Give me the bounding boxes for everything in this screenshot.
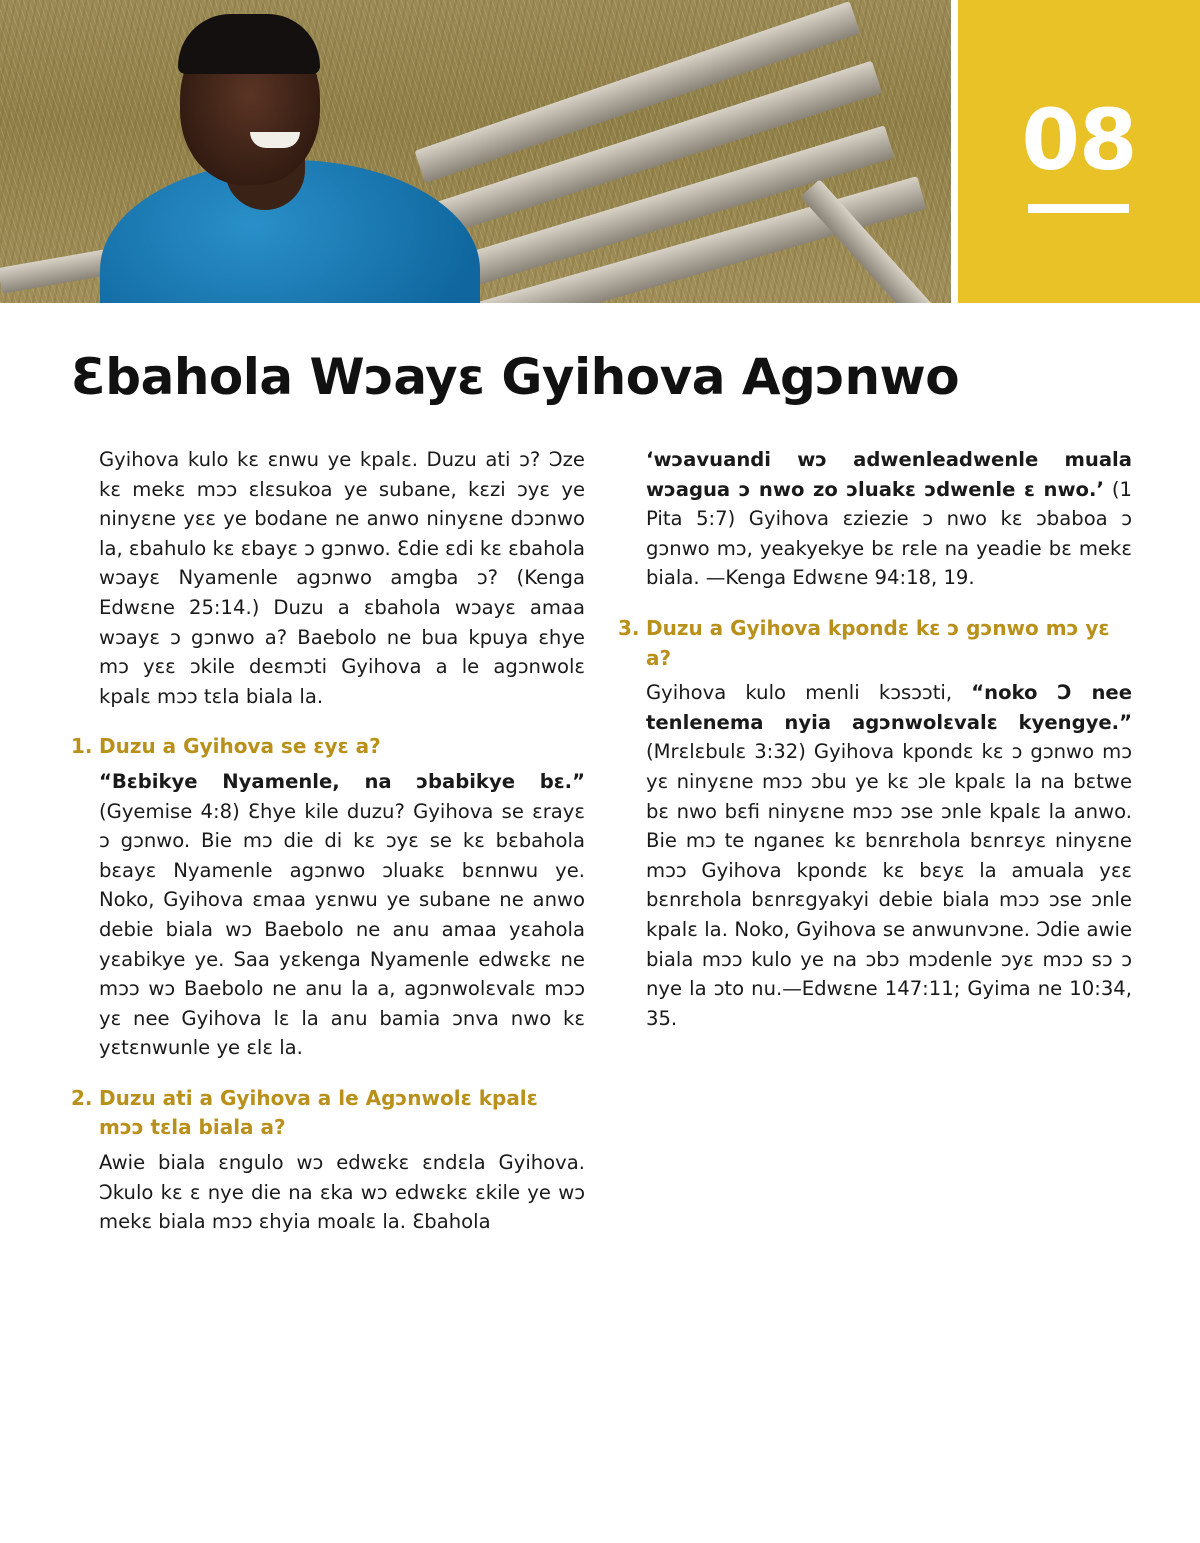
- answer-text: (Mrɛlɛbulɛ 3:32) Gyihova kpondɛ kɛ ɔ gɔnwo mɔ yɛ ninyɛne mɔɔ ɔbu ye kɛ ɔle kpalɛ la na bɛtwe bɛ nwo bɛfi ninyɛne mɔɔ ɔse ɔnle kpalɛ la anwo. Bie mɔ te nganeɛ kɛ bɛnrɛhola bɛnrɛyɛ ninyɛne mɔɔ Gyihova kpondɛ kɛ bɛyɛ la amuala yɛɛ bɛnrɛhola bɛnrɛgyakyi debie biala mɔɔ ɔse ɔnle kpalɛ la. Noko, Gyihova se anwunvɔne. Ɔdie awie biala mɔɔ kulo ye na ɔbɔ mɔdenle ɔyɛ mɔɔ sɔ ɔ nye la ɔto nu.—Edwɛne 147:11; Gyima ne 10:34, 35.: [646, 740, 1132, 1030]
- answer-2-paragraph-start: [99, 1148, 585, 1237]
- question-text: Duzu a Gyihova se ɛyɛ a?: [99, 734, 381, 759]
- scripture-quote: “noko Ɔ nee tenlenema nyia agɔnwolɛvalɛ kyengye.”: [646, 681, 1132, 734]
- answer-text: (Gyemise 4:8) Ɛhye kile duzu? Gyihova se ɛrayɛ ɔ gɔnwo. Bie mɔ die di kɛ ɔyɛ se kɛ bɛbahola bɛayɛ Nyamenle agɔnwo ɔluakɛ bɛnnwu ye. Noko, Gyihova ɛmaa yɛnwu ye subane ne anwo debie biala wɔ Baebolo ne anu amaa yɛahola yɛabikye ye. Saa yɛkenga Nyamenle edwɛkɛ ne mɔɔ wɔ Baebolo ne anu la a, agɔnwolɛvalɛ mɔɔ yɛ nee Gyihova lɛ la anu bamia ɔnva nwo kɛ yɛtɛnwunle ye ɛlɛ la.: [99, 799, 585, 1060]
- question-number: 3.: [618, 615, 640, 640]
- scripture-quote: ‘wɔavuandi wɔ adwenleadwenle muala wɔagua ɔ nwo zo ɔluakɛ ɔdwenle ɛ nwo.’: [646, 448, 1132, 501]
- answer-1-paragraph: [99, 767, 585, 1063]
- answer-text: Gyihova kulo menli kɔsɔɔti,: [646, 681, 972, 705]
- left-column: [71, 445, 585, 1237]
- question-1: [71, 732, 585, 762]
- answer-text: Awie biala ɛngulo wɔ edwɛkɛ ɛndɛla Gyihova. Ɔkulo kɛ ɛ nye die na ɛka wɔ edwɛkɛ ɛkile ye wɔ mekɛ biala mɔɔ ɛhyia moalɛ la. Ɛbahola: [99, 1151, 585, 1234]
- question-number: 1.: [71, 734, 93, 759]
- scripture-quote: “Bɛbikye Nyamenle, na ɔbabikye bɛ.”: [99, 769, 585, 793]
- lesson-number: 08: [1021, 91, 1137, 189]
- question-3: [618, 614, 1132, 673]
- lesson-number-underline: [1028, 204, 1129, 213]
- question-number: 2.: [71, 1085, 93, 1110]
- question-text: Duzu ati a Gyihova a le Agɔnwolɛ kpalɛ mɔɔ tɛla biala a?: [99, 1085, 538, 1140]
- intro-paragraph: Gyihova kulo kɛ ɛnwu ye kpalɛ. Duzu ati ɔ? Ɔze kɛ mekɛ mɔɔ ɛlɛsukoa ye subane, kɛzi ɔyɛ ye ninyɛne yɛɛ ye bodane ne anwo ninyɛne dɔɔnwo la, ɛbahulo kɛ ɛbayɛ ɔ gɔnwo. Ɛdie ɛdi kɛ ɛbahola wɔayɛ Nyamenle agɔnwo amgba ɔ? (Kenga Edwɛne 25:14.) Duzu a ɛbahola wɔayɛ amaa wɔayɛ ɔ gɔnwo a? Baebolo ne bua kpuya ɛhye mɔ yɛɛ ɔkile deɛmɔti Gyihova a le agɔnwolɛ kpalɛ mɔɔ tɛla biala la.: [99, 448, 585, 708]
- question-2: [71, 1084, 585, 1143]
- page-title: Ɛbahola Wɔayɛ Gyihova Agɔnwo: [71, 348, 960, 406]
- question-text: Duzu a Gyihova kpondɛ kɛ ɔ gɔnwo mɔ yɛ a?: [646, 615, 1110, 670]
- right-column: [618, 445, 1133, 1033]
- answer-3-paragraph: [646, 678, 1132, 1033]
- person-hair: [178, 14, 320, 74]
- header-photo: [0, 0, 951, 303]
- answer-text: (1 Pita 5:7) Gyihova ɛziezie ɔ nwo kɛ ɔbaboa ɔ gɔnwo mɔ, yeakyekye bɛ rɛle na yeadie bɛ mekɛ biala. —Kenga Edwɛne 94:18, 19.: [646, 477, 1133, 590]
- lesson-number-badge: [958, 0, 1200, 303]
- answer-2-paragraph-continued: [646, 445, 1132, 593]
